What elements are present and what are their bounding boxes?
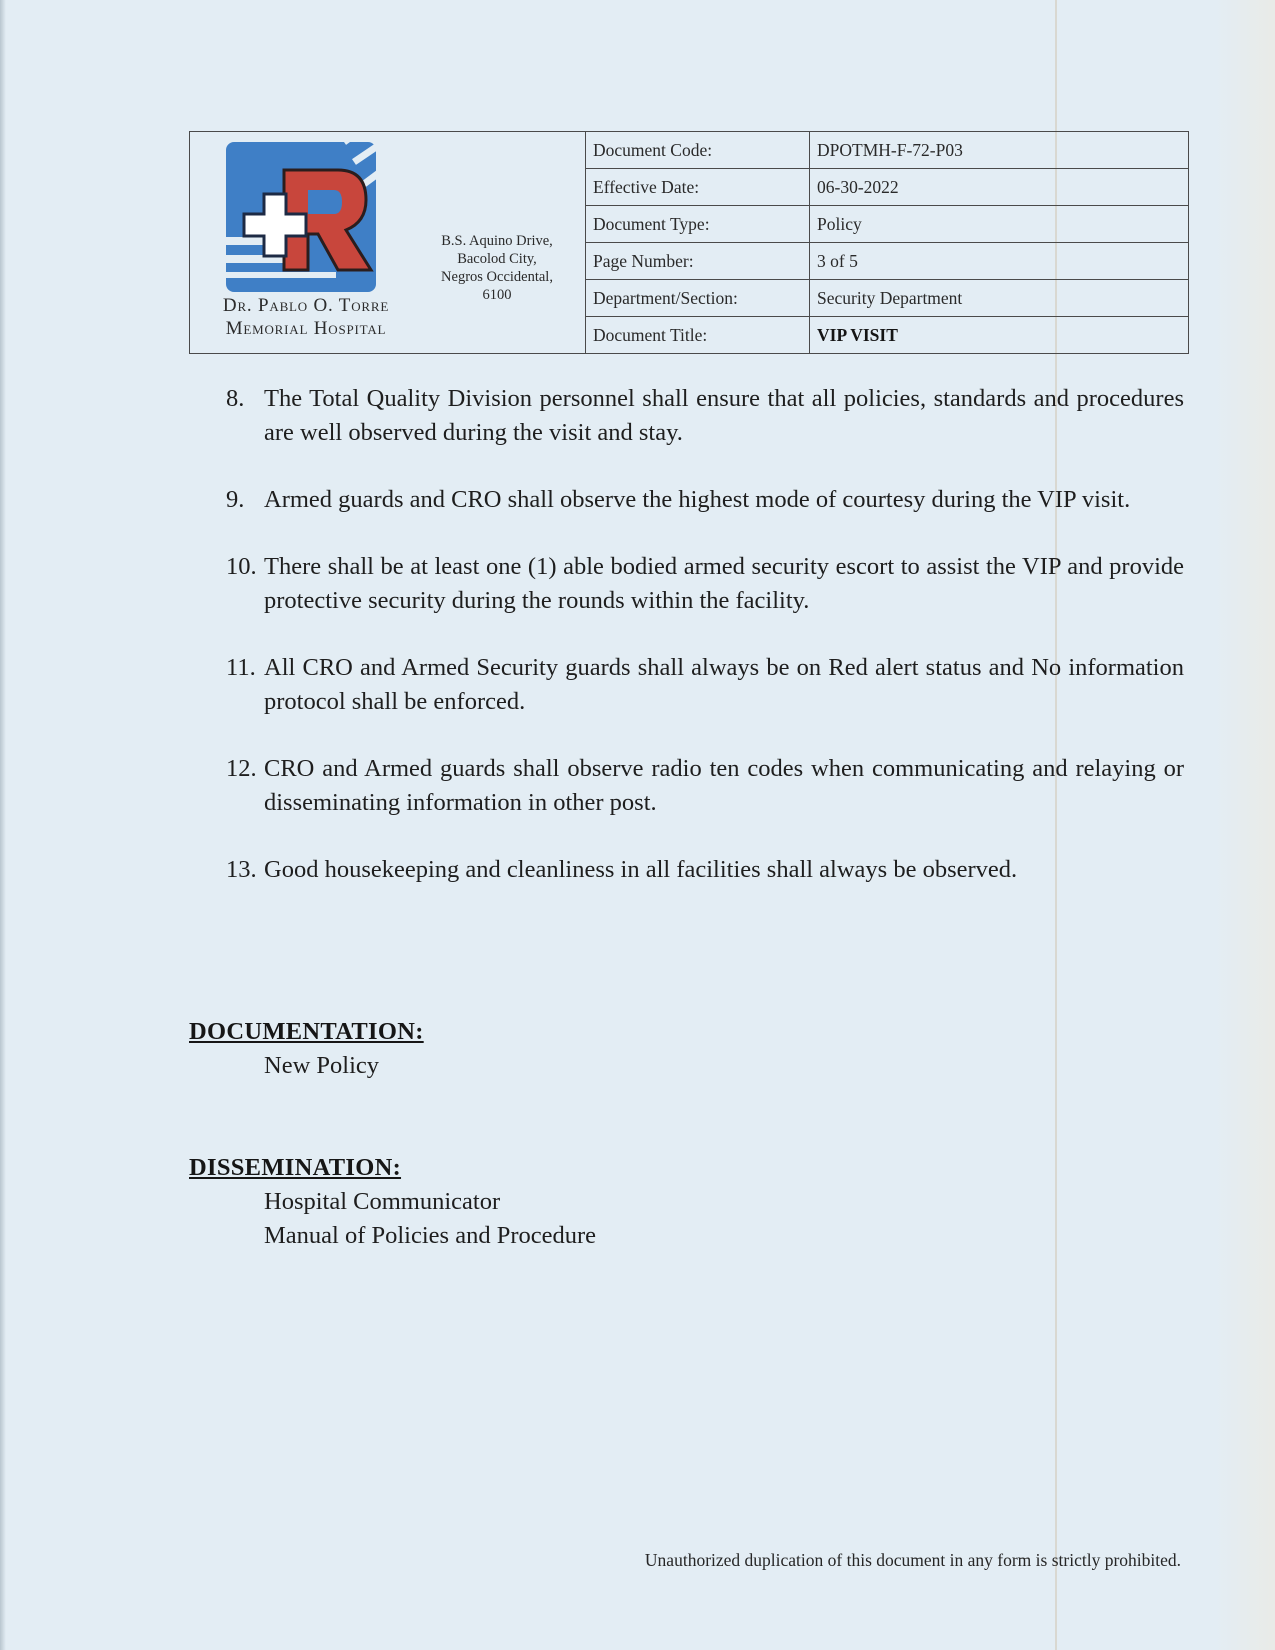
list-item-number: 13. xyxy=(226,856,257,883)
page-number-value: 3 of 5 xyxy=(817,250,858,271)
list-item-text: CRO and Armed guards shall observe radio ten codes when communicating and relaying or disseminating information in other post. xyxy=(264,755,1184,816)
document-title-value: VIP VISIT xyxy=(817,324,898,345)
list-item xyxy=(226,550,1184,618)
hospital-logo-icon xyxy=(226,142,386,292)
dissemination-item: Manual of Policies and Procedure xyxy=(264,1222,597,1249)
document-type-value: Policy xyxy=(817,213,862,234)
list-item xyxy=(226,382,1184,450)
address-line: Negros Occidental, xyxy=(441,269,553,285)
list-item xyxy=(226,752,1184,820)
dissemination-item: Hospital Communicator xyxy=(264,1188,501,1215)
dissemination-heading: DISSEMINATION: xyxy=(189,1154,402,1181)
address-line: Bacolod City, xyxy=(457,251,537,267)
page-edge-shadow xyxy=(0,0,6,1650)
meta-label: Document Type: xyxy=(586,206,810,242)
documentation-item: New Policy xyxy=(264,1052,379,1079)
hospital-name-line1: Dr. Pablo O. Torre xyxy=(222,295,390,316)
documentation-heading: DOCUMENTATION: xyxy=(189,1018,424,1045)
effective-date-value: 06-30-2022 xyxy=(817,176,899,197)
list-item xyxy=(226,853,1184,887)
hospital-address xyxy=(422,232,572,302)
meta-row-page-number xyxy=(586,243,1188,280)
meta-label: Department/Section: xyxy=(586,280,810,316)
list-item-number: 9. xyxy=(226,486,245,513)
meta-label: Effective Date: xyxy=(586,169,810,205)
list-item xyxy=(226,483,1184,517)
meta-row-document-code xyxy=(586,132,1188,169)
document-code-value: DPOTMH-F-72-P03 xyxy=(817,139,963,160)
hospital-logo-cell xyxy=(190,132,586,353)
meta-label: Document Title: xyxy=(586,317,810,353)
list-item-text: All CRO and Armed Security guards shall always be on Red alert status and No information protocol shall be enforced. xyxy=(264,654,1184,715)
address-line: 6100 xyxy=(482,287,512,302)
document-header-table xyxy=(189,131,1189,354)
list-item-number: 12. xyxy=(226,755,257,782)
list-item-text: The Total Quality Division personnel shall ensure that all policies, standards and procedures are well observed during the visit and stay. xyxy=(264,385,1184,446)
list-item-text: Good housekeeping and cleanliness in all facilities shall always be observed. xyxy=(264,856,1018,883)
hospital-name xyxy=(196,294,416,340)
page-edge-tint xyxy=(1215,0,1275,1650)
meta-row-document-title xyxy=(586,317,1188,353)
document-metadata-table xyxy=(586,132,1188,353)
policy-list xyxy=(226,382,1184,920)
footer-disclaimer: Unauthorized duplication of this document in any form is strictly prohibited. xyxy=(644,1550,1181,1570)
meta-row-document-type xyxy=(586,206,1188,243)
meta-row-effective-date xyxy=(586,169,1188,206)
list-item-text: There shall be at least one (1) able bodied armed security escort to assist the VIP and provide protective security during the rounds within the facility. xyxy=(264,553,1184,614)
list-item-number: 10. xyxy=(226,553,257,580)
list-item-text: Armed guards and CRO shall observe the highest mode of courtesy during the VIP visit. xyxy=(264,486,1131,513)
meta-label: Page Number: xyxy=(586,243,810,279)
department-value: Security Department xyxy=(817,287,963,308)
list-item-number: 11. xyxy=(226,654,256,681)
list-item-number: 8. xyxy=(226,385,245,412)
address-line: B.S. Aquino Drive, xyxy=(441,233,553,249)
meta-row-department xyxy=(586,280,1188,317)
list-item xyxy=(226,651,1184,719)
meta-label: Document Code: xyxy=(586,132,810,168)
hospital-name-line2: Memorial Hospital xyxy=(225,318,387,339)
